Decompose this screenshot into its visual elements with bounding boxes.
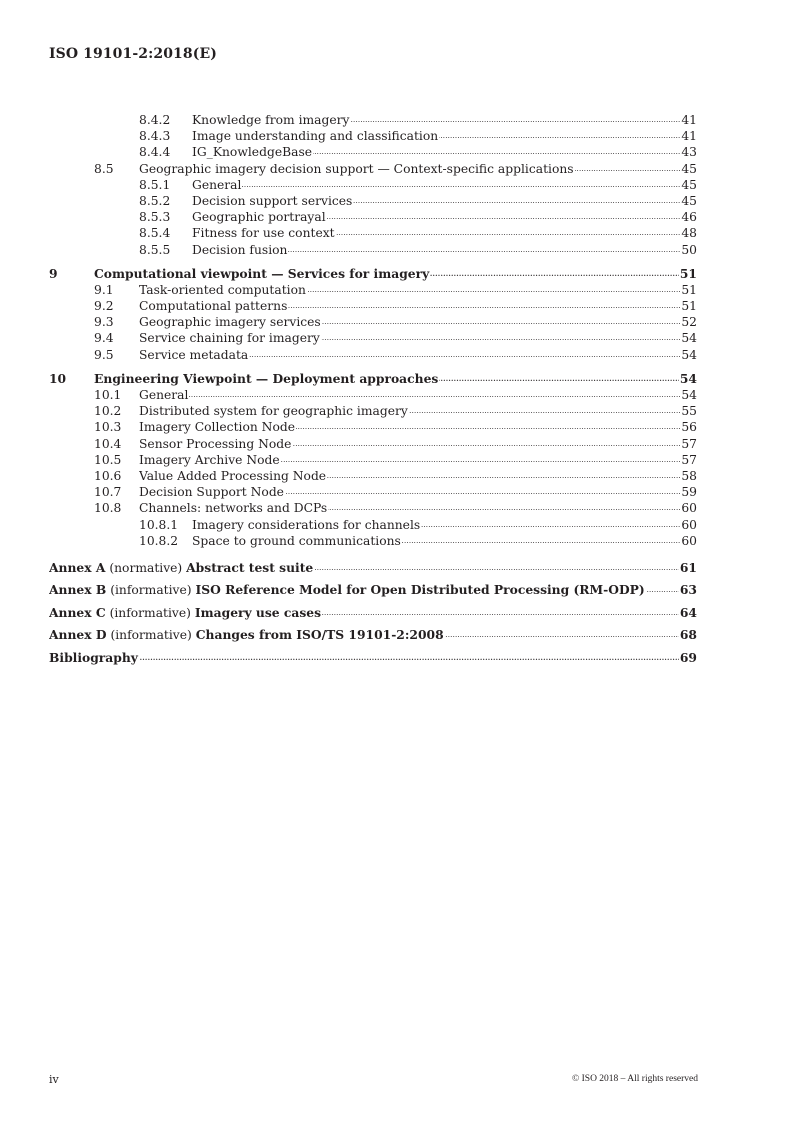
toc-section-title: Engineering Viewpoint — Deployment approaches bbox=[94, 370, 439, 386]
toc-entry[interactable] bbox=[0, 500, 793, 516]
toc-entry[interactable] bbox=[0, 193, 793, 209]
toc-entry-title: Imagery Collection Node bbox=[139, 420, 295, 435]
toc-entry[interactable] bbox=[0, 177, 793, 193]
annex-page: 68 bbox=[679, 624, 697, 647]
toc-entry-page: 52 bbox=[681, 315, 697, 330]
toc-entry-title: Geographic imagery services bbox=[139, 315, 321, 330]
copyright-notice: © ISO 2018 – All rights reserved bbox=[572, 1074, 698, 1084]
toc-entry-page: 54 bbox=[681, 331, 697, 346]
toc-entry[interactable] bbox=[0, 468, 793, 484]
toc-entry-number: 9.2 bbox=[94, 299, 114, 314]
toc-entry-page: 50 bbox=[681, 242, 697, 257]
toc-entry[interactable] bbox=[0, 517, 793, 533]
toc-entry[interactable] bbox=[0, 314, 793, 330]
toc-section-page: 54 bbox=[679, 370, 697, 386]
toc-entry-title: Distributed system for geographic imagery bbox=[139, 404, 408, 419]
bibliography-title: Bibliography bbox=[49, 649, 138, 665]
toc-section-number: 10 bbox=[49, 370, 67, 386]
annex-kind: (normative) bbox=[109, 560, 183, 575]
toc-entry-title: Sensor Processing Node bbox=[139, 436, 292, 451]
toc-entry-title: General bbox=[139, 388, 189, 402]
toc-entry-page: 51 bbox=[681, 282, 697, 297]
toc-entry-title: Value Added Processing Node bbox=[139, 468, 327, 483]
toc-entry-page: 59 bbox=[681, 485, 697, 500]
toc-entry-number: 10.4 bbox=[94, 436, 122, 451]
annex-title: Changes from ISO/TS 19101-2:2008 bbox=[195, 627, 444, 643]
annex-title: Imagery use cases bbox=[194, 604, 322, 620]
toc-entry-page: 54 bbox=[681, 347, 697, 362]
toc-entry-page: 45 bbox=[681, 161, 697, 176]
annex-kind: (informative) bbox=[109, 605, 191, 620]
toc-entry[interactable] bbox=[0, 347, 793, 363]
annex-kind: (informative) bbox=[110, 628, 192, 643]
toc-entry-title: Decision Support Node bbox=[139, 485, 284, 500]
toc-entry-page: 45 bbox=[681, 193, 697, 208]
toc-entry-number: 10.5 bbox=[94, 452, 122, 467]
page-number: iv bbox=[49, 1073, 59, 1086]
toc-entry-page: 45 bbox=[681, 177, 697, 192]
toc-entry[interactable] bbox=[0, 209, 793, 225]
toc-entry-number: 8.5.3 bbox=[139, 210, 171, 225]
toc-entry-number: 10.8.1 bbox=[139, 517, 179, 532]
toc-entry[interactable] bbox=[0, 436, 793, 452]
toc-section-number: 9 bbox=[49, 265, 58, 281]
toc-entry-number: 10.2 bbox=[94, 404, 122, 419]
toc-entry-page: 41 bbox=[681, 129, 697, 144]
toc-entry-title: Service chaining for imagery bbox=[139, 331, 320, 346]
toc-entry-page: 60 bbox=[681, 517, 697, 532]
toc-entry-title: General bbox=[192, 177, 242, 192]
toc-entry-title: IG_KnowledgeBase bbox=[192, 145, 313, 160]
toc-entry-number: 10.1 bbox=[94, 388, 122, 402]
toc-entry-page: 54 bbox=[681, 388, 697, 402]
toc-entry-page: 57 bbox=[681, 452, 697, 467]
toc-entry[interactable] bbox=[0, 161, 793, 177]
toc-entry-page: 48 bbox=[681, 226, 697, 241]
toc-entry-number: 8.4.2 bbox=[139, 113, 171, 127]
toc-entry-title: Service metadata bbox=[139, 347, 249, 362]
toc-entry-page: 56 bbox=[681, 420, 697, 435]
toc-entry-title: Imagery considerations for channels bbox=[192, 517, 421, 532]
annex-title: Abstract test suite bbox=[186, 559, 314, 575]
toc-annex-entry[interactable] bbox=[0, 579, 793, 602]
toc-entry-number: 10.8.2 bbox=[139, 533, 179, 548]
toc-section-entry[interactable] bbox=[0, 266, 793, 282]
toc-entry-number: 8.5.1 bbox=[139, 177, 171, 192]
table-of-contents bbox=[0, 112, 793, 669]
toc-entry-number: 9.5 bbox=[94, 347, 114, 362]
toc-entry-page: 43 bbox=[681, 145, 697, 160]
toc-entry-title: Channels: networks and DCPs bbox=[139, 501, 328, 516]
toc-entry-number: 8.5 bbox=[94, 161, 114, 176]
toc-entry[interactable] bbox=[0, 484, 793, 500]
bibliography-page: 69 bbox=[679, 647, 697, 670]
toc-entry[interactable] bbox=[0, 242, 793, 258]
annex-page: 64 bbox=[679, 602, 697, 625]
annex-title: ISO Reference Model for Open Distributed Processing (RM-ODP) bbox=[195, 582, 645, 598]
toc-entry-title: Fitness for use context bbox=[192, 226, 335, 241]
toc-entry-page: 60 bbox=[681, 533, 697, 548]
annex-kind: (informative) bbox=[110, 583, 192, 598]
toc-entry-page: 57 bbox=[681, 436, 697, 451]
toc-entry-title: Knowledge from imagery bbox=[192, 113, 350, 127]
toc-entry-number: 8.5.5 bbox=[139, 242, 171, 257]
toc-annex-entry[interactable] bbox=[0, 557, 793, 580]
toc-entry-page: 51 bbox=[681, 299, 697, 314]
toc-entry-number: 8.5.4 bbox=[139, 226, 171, 241]
toc-entry-page: 60 bbox=[681, 501, 697, 516]
toc-entry-title: Task-oriented computation bbox=[139, 282, 306, 297]
toc-entry-page: 55 bbox=[681, 404, 697, 419]
toc-entry[interactable] bbox=[0, 419, 793, 435]
toc-annex-entry[interactable] bbox=[0, 602, 793, 625]
toc-entry-title: Decision support services bbox=[192, 193, 353, 208]
toc-entry[interactable] bbox=[0, 144, 793, 160]
toc-entry-title: Geographic portrayal bbox=[192, 210, 326, 225]
toc-entry[interactable] bbox=[0, 112, 793, 128]
annex-label: Annex C bbox=[49, 604, 106, 620]
toc-entry-title: Imagery Archive Node bbox=[139, 452, 280, 467]
toc-entry[interactable] bbox=[0, 298, 793, 314]
toc-entry-title: Image understanding and classification bbox=[192, 129, 439, 144]
document-header: ISO 19101-2:2018(E) bbox=[49, 46, 217, 62]
annex-page: 63 bbox=[679, 579, 697, 602]
toc-entry-number: 10.8 bbox=[94, 501, 122, 516]
toc-entry[interactable] bbox=[0, 533, 793, 549]
toc-entry[interactable] bbox=[0, 403, 793, 419]
toc-entry-page: 41 bbox=[681, 113, 697, 127]
toc-entry-title: Computational patterns bbox=[139, 299, 288, 314]
toc-entry-number: 9.4 bbox=[94, 331, 114, 346]
annex-label: Annex B bbox=[49, 582, 107, 598]
toc-entry-number: 8.5.2 bbox=[139, 193, 171, 208]
toc-entry[interactable] bbox=[0, 225, 793, 241]
toc-entry-page: 58 bbox=[681, 468, 697, 483]
annex-page: 61 bbox=[679, 557, 697, 580]
toc-entry-number: 10.3 bbox=[94, 420, 122, 435]
toc-entry-number: 9.1 bbox=[94, 282, 114, 297]
toc-entry-number: 8.4.3 bbox=[139, 129, 171, 144]
toc-entry[interactable] bbox=[0, 282, 793, 298]
toc-section-entry[interactable] bbox=[0, 371, 793, 387]
toc-entry-title: Geographic imagery decision support — Context-specific applications bbox=[139, 161, 574, 176]
toc-section-title: Computational viewpoint — Services for imagery bbox=[94, 265, 430, 281]
toc-entry-title: Decision fusion bbox=[192, 242, 288, 257]
toc-entry-title: Space to ground communications bbox=[192, 533, 401, 548]
toc-bibliography-entry[interactable] bbox=[0, 647, 793, 670]
toc-entry-page: 46 bbox=[681, 210, 697, 225]
toc-section-page: 51 bbox=[679, 265, 697, 281]
toc-entry-number: 9.3 bbox=[94, 315, 114, 330]
toc-entry[interactable] bbox=[0, 128, 793, 144]
toc-entry[interactable] bbox=[0, 330, 793, 346]
toc-entry[interactable] bbox=[0, 452, 793, 468]
toc-entry[interactable] bbox=[0, 387, 793, 403]
annex-label: Annex D bbox=[49, 627, 107, 643]
toc-entry-number: 8.4.4 bbox=[139, 145, 171, 160]
toc-annex-entry[interactable] bbox=[0, 624, 793, 647]
annex-label: Annex A bbox=[49, 559, 106, 575]
toc-entry-number: 10.6 bbox=[94, 468, 122, 483]
toc-entry-number: 10.7 bbox=[94, 485, 122, 500]
